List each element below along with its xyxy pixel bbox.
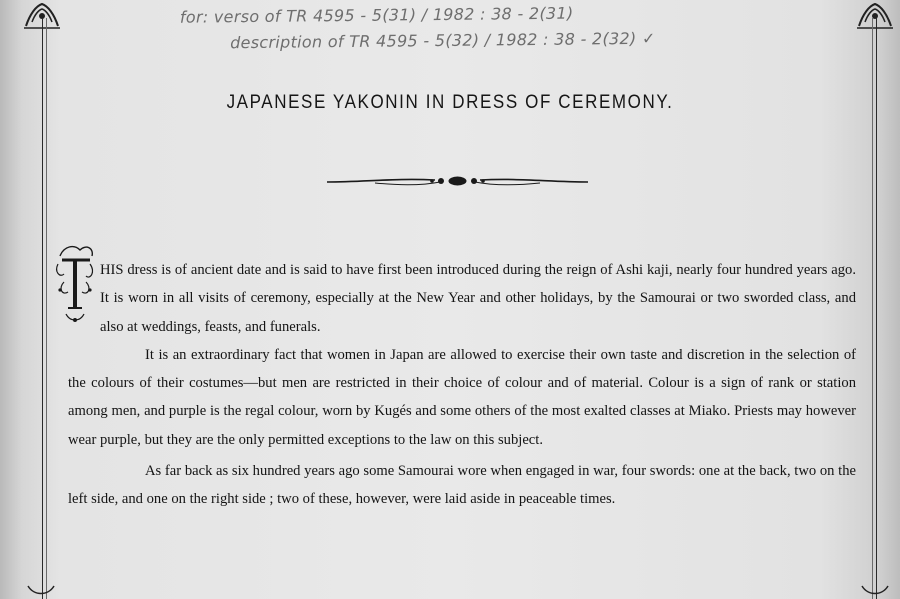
page-title: JAPANESE YAKONIN IN DRESS OF CEREMONY. xyxy=(226,90,674,113)
paragraph xyxy=(68,256,856,341)
handwritten-annotation xyxy=(180,0,701,57)
decorative-drop-cap-icon xyxy=(54,242,96,326)
paragraph-text: HIS dress is of ancient date and is said to have first been introduced during the reign of Ashi kaji, nearly four hundred years ago. It is worn in all visits of ceremony, especially at the New Year and other holidays, by the Samourai or two sworded class, and also at weddings, feasts, and funerals. xyxy=(100,262,856,335)
paragraph xyxy=(68,457,856,514)
paragraph-text: It is an extraordinary fact that women in Japan are allowed to exercise their own taste and discretion in the selection of the colours of their costumes—but men are restricted in their choice of colour and of material. Colour is a sign of rank or station among men, and purple is the regal colour, worn by Kugés and some others of the most exalted classes at Miako. Priests may however wear purple, but they are the only permitted exceptions to the law on this subject. xyxy=(68,346,856,448)
annotation-line: description of TR 4595 - 5(32) / 1982 : 38 - 2(32) ✓ xyxy=(230,28,656,53)
corner-ornament-icon xyxy=(860,584,890,599)
article-body xyxy=(68,256,856,514)
corner-ornament-icon xyxy=(855,0,895,30)
paragraph-text: As far back as six hundred years ago some Samourai wore when engaged in war, four swords: one at the back, two on the left side, and one on the right side ; two of these, however, were laid aside in peaceable times. xyxy=(68,463,856,508)
corner-ornament-icon xyxy=(26,584,56,599)
annotation-line: for: verso of TR 4595 - 5(31) / 1982 : 38 - 2(31) xyxy=(179,3,574,27)
divider-ornament-icon xyxy=(325,170,590,192)
paragraph xyxy=(68,341,856,454)
